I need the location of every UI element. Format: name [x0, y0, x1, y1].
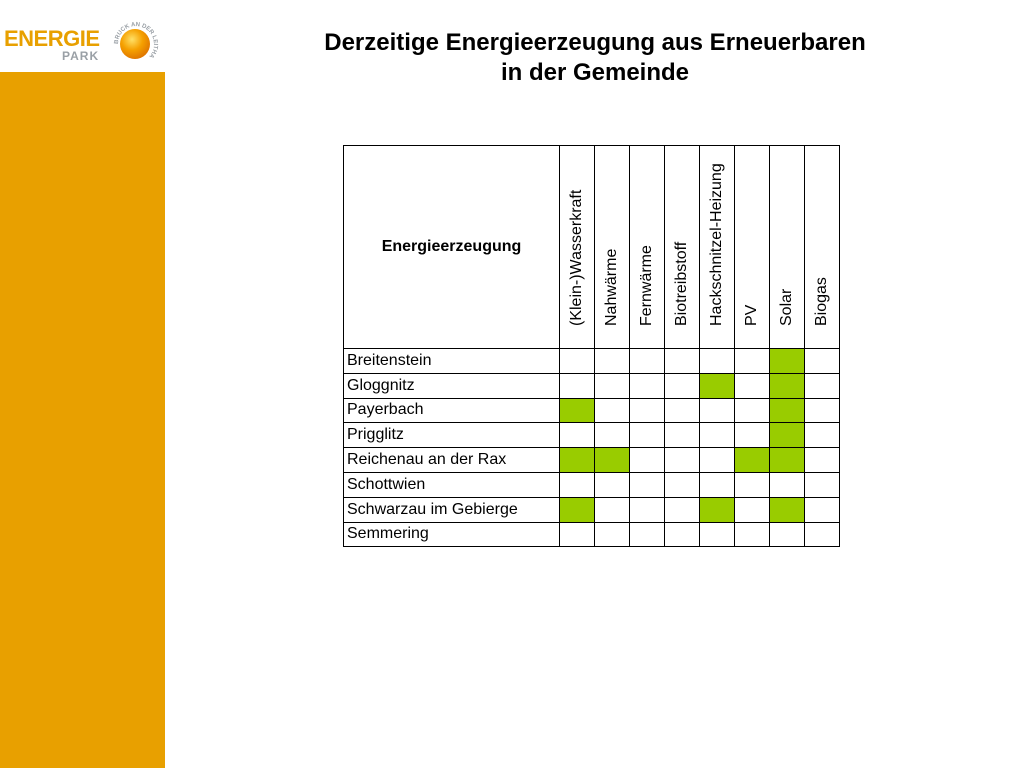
logo-sub: PARK [62, 49, 100, 63]
cell-empty [595, 373, 630, 398]
cell-empty [735, 349, 770, 374]
cell-active [595, 448, 630, 473]
cell-active [770, 373, 805, 398]
cell-empty [560, 423, 595, 448]
table-header-row [344, 146, 840, 349]
table-row [344, 522, 840, 547]
cell-empty [630, 448, 665, 473]
cell-empty [665, 497, 700, 522]
cell-empty [560, 522, 595, 547]
cell-empty [805, 472, 840, 497]
cell-active [560, 497, 595, 522]
cell-empty [665, 398, 700, 423]
page-title [240, 28, 950, 88]
cell-empty [630, 373, 665, 398]
cell-empty [805, 398, 840, 423]
energie-park-logo [0, 0, 168, 72]
column-header: Nahwärme [595, 146, 630, 349]
cell-empty [630, 522, 665, 547]
row-municipality-name: Reichenau an der Rax [344, 448, 560, 473]
table-row [344, 448, 840, 473]
cell-empty [630, 398, 665, 423]
cell-empty [595, 497, 630, 522]
cell-empty [665, 448, 700, 473]
column-header: Biogas [805, 146, 840, 349]
cell-empty [700, 472, 735, 497]
cell-active [560, 398, 595, 423]
svg-text:BRUCK AN DER LEITHA: BRUCK AN DER LEITHA [113, 22, 159, 59]
cell-empty [595, 349, 630, 374]
cell-empty [665, 349, 700, 374]
cell-empty [595, 423, 630, 448]
cell-active [735, 448, 770, 473]
cell-empty [560, 472, 595, 497]
cell-active [770, 448, 805, 473]
row-municipality-name: Semmering [344, 522, 560, 547]
page-title-line-2: in der Gemeinde [500, 59, 690, 86]
row-municipality-name: Prigglitz [344, 423, 560, 448]
cell-empty [630, 349, 665, 374]
cell-empty [805, 349, 840, 374]
cell-empty [700, 522, 735, 547]
cell-empty [735, 398, 770, 423]
table-row [344, 373, 840, 398]
cell-empty [595, 472, 630, 497]
cell-empty [700, 349, 735, 374]
cell-empty [805, 497, 840, 522]
cell-active [560, 448, 595, 473]
sun-logo-icon [104, 18, 166, 70]
cell-empty [630, 423, 665, 448]
column-header: Hackschnitzel-Heizung [700, 146, 735, 349]
cell-empty [665, 373, 700, 398]
cell-empty [700, 398, 735, 423]
column-header: Biotreibstoff [665, 146, 700, 349]
row-municipality-name: Gloggnitz [344, 373, 560, 398]
cell-empty [560, 373, 595, 398]
column-header: (Klein-)Wasserkraft [560, 146, 595, 349]
cell-empty [770, 522, 805, 547]
cell-active [700, 373, 735, 398]
row-municipality-name: Breitenstein [344, 349, 560, 374]
logo-word: ENERGIE [4, 26, 100, 51]
sidebar-accent-bar [0, 72, 165, 768]
table-corner-label: Energieerzeugung [344, 146, 560, 349]
cell-empty [665, 472, 700, 497]
cell-active [770, 423, 805, 448]
cell-empty [665, 522, 700, 547]
cell-empty [770, 472, 805, 497]
table-row [344, 398, 840, 423]
cell-empty [735, 497, 770, 522]
table-row [344, 349, 840, 374]
cell-empty [630, 497, 665, 522]
cell-active [700, 497, 735, 522]
cell-empty [735, 472, 770, 497]
cell-empty [735, 423, 770, 448]
cell-active [770, 349, 805, 374]
row-municipality-name: Payerbach [344, 398, 560, 423]
cell-empty [805, 522, 840, 547]
column-header: Fernwärme [630, 146, 665, 349]
cell-empty [805, 448, 840, 473]
cell-empty [735, 373, 770, 398]
cell-empty [665, 423, 700, 448]
row-municipality-name: Schwarzau im Gebierge [344, 497, 560, 522]
cell-empty [630, 472, 665, 497]
column-header: PV [735, 146, 770, 349]
cell-empty [700, 423, 735, 448]
table-row [344, 423, 840, 448]
table-row [344, 497, 840, 522]
cell-empty [595, 522, 630, 547]
cell-active [770, 497, 805, 522]
cell-empty [735, 522, 770, 547]
table-row [344, 472, 840, 497]
row-municipality-name: Schottwien [344, 472, 560, 497]
cell-empty [595, 398, 630, 423]
cell-empty [805, 373, 840, 398]
cell-active [770, 398, 805, 423]
energy-matrix-table [343, 145, 840, 547]
column-header: Solar [770, 146, 805, 349]
cell-empty [560, 349, 595, 374]
cell-empty [700, 448, 735, 473]
cell-empty [805, 423, 840, 448]
page-title-line-1: Derzeitige Energieerzeugung aus Erneuerbaren [324, 29, 866, 56]
